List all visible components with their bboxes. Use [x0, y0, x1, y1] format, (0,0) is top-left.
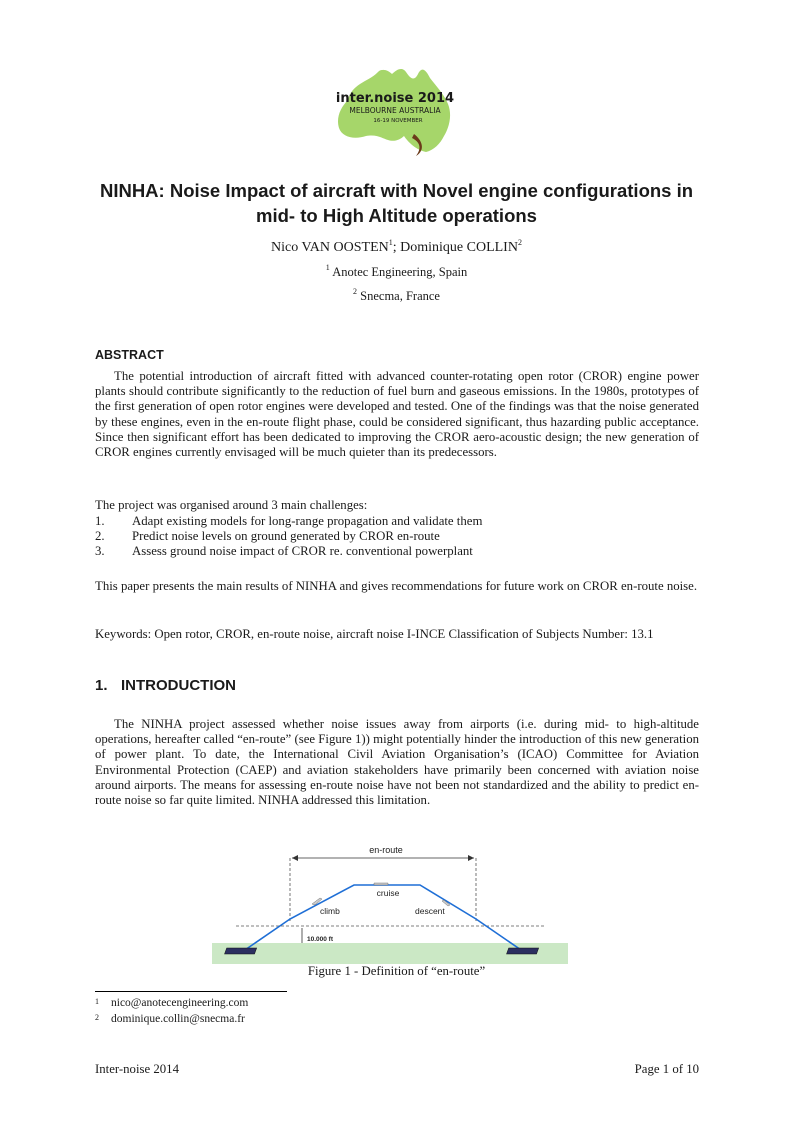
- figure-caption: Figure 1 - Definition of “en-route”: [307, 964, 486, 978]
- author-1-mark: 1: [388, 238, 393, 247]
- affiliation-1-mark: 1: [325, 263, 330, 272]
- author-2-mark: 2: [517, 238, 522, 247]
- label-climb: climb: [320, 906, 340, 916]
- conference-logo: [330, 60, 460, 165]
- airplane-icon: [374, 883, 388, 885]
- affiliation-2-text: Snecma, France: [360, 289, 440, 303]
- list-item: [95, 529, 699, 544]
- section-number: 1.: [95, 677, 108, 694]
- footnote-2-mark: 2: [95, 1013, 99, 1022]
- list-item-number: 3.: [95, 544, 105, 559]
- left-runway: [225, 948, 257, 954]
- author-list: [0, 240, 793, 256]
- right-runway: [507, 948, 539, 954]
- footnote-2-text: dominique.collin@snecma.fr: [111, 1013, 245, 1025]
- abstract-paragraph: The potential introduction of aircraft fitted with advanced counter-rotating open rotor (CROR) engine power plants should contribute significantly to the reduction of fuel burn and gaseous emissions. In the 1980s, prototypes of the first generation of open rotor engines were developed and tested. One of the findings was that the noise generated by these engines, even in the en-route flight phase, could be considered significant, thus hazarding public acceptance. Since then significant effort has been dedicated to improving the CROR aero-acoustic design; the new generation of CROR engines currently envisaged will be much quieter than its predecessors.: [95, 369, 699, 460]
- summary-paragraph: This paper presents the main results of NINHA and gives recommendations for future work on CROR en-route noise.: [95, 579, 698, 593]
- footer-page-number: Page 1 of 10: [634, 1062, 699, 1076]
- section-title: INTRODUCTION: [121, 677, 236, 694]
- challenges-list: [95, 514, 699, 560]
- affiliation-2: [0, 289, 793, 304]
- abstract-heading: ABSTRACT: [95, 348, 164, 362]
- author-separator: ;: [392, 240, 401, 255]
- paper-title-line1: NINHA: Noise Impact of aircraft with Novel engine configurations in: [99, 180, 694, 201]
- list-item-text: Assess ground noise impact of CROR re. conventional powerplant: [132, 544, 473, 559]
- label-altitude: 10.000 ft: [307, 936, 334, 943]
- keywords-paragraph: Keywords: Open rotor, CROR, en-route noise, aircraft noise I-INCE Classification of Subjects Number: 13.1: [95, 627, 654, 641]
- list-item-number: 2.: [95, 529, 105, 544]
- footer-left: Inter-noise 2014: [95, 1062, 179, 1076]
- list-item: [95, 514, 699, 529]
- affiliation-1: [0, 265, 793, 280]
- footnote-1: [95, 997, 248, 1009]
- enroute-arrow-right-head: [468, 855, 474, 861]
- list-item: [95, 544, 699, 559]
- section-heading: [95, 677, 236, 694]
- logo-line2: MELBOURNE AUSTRALIA: [349, 106, 441, 115]
- footnote-1-text: nico@anotecengineering.com: [111, 997, 249, 1009]
- paper-title-line2: mid- to High Altitude operations: [256, 205, 537, 226]
- introduction-paragraph: The NINHA project assessed whether noise issues away from airports (i.e. during mid- to high-altitude operations, hereafter called “en-route” (see Figure 1)) might potentially hinder the introduction of this new generation of power plant. To date, the International Civil Aviation Organisation’s (ICAO) Committee for Aviation Environmental Protection (CAEP) and aviation stakeholders have primarily been concerned with aviation noise around airports. The means for assessing en-route noise have not been not standardized and the ability to predict en-route noise so far quite limited. NINHA addressed this limitation.: [95, 717, 699, 808]
- author-2-name: Dominique COLLIN: [400, 240, 518, 255]
- list-item-text: Adapt existing models for long-range propagation and validate them: [132, 514, 483, 528]
- affiliation-2-mark: 2: [353, 287, 358, 296]
- label-enroute: en-route: [369, 845, 403, 855]
- affiliation-1-text: Anotec Engineering, Spain: [332, 265, 468, 279]
- author-1-name: Nico VAN OOSTEN: [271, 240, 389, 255]
- label-descent: descent: [415, 906, 445, 916]
- enroute-arrow-left-head: [292, 855, 298, 861]
- footnote-1-mark: 1: [95, 997, 99, 1006]
- logo-line3: 16-19 NOVEMBER: [373, 118, 423, 124]
- list-item-text: Predict noise levels on ground generated by CROR en-route: [132, 529, 440, 544]
- label-cruise: cruise: [376, 888, 400, 898]
- footnote-2: [95, 1013, 245, 1025]
- list-item-number: 1.: [95, 514, 105, 528]
- challenges-intro: The project was organised around 3 main challenges:: [95, 498, 368, 512]
- paper-title: [60, 178, 733, 228]
- logo-line1: inter.noise 2014: [335, 91, 455, 106]
- footnote-divider: [95, 991, 287, 992]
- figure-enroute-diagram: [212, 840, 568, 965]
